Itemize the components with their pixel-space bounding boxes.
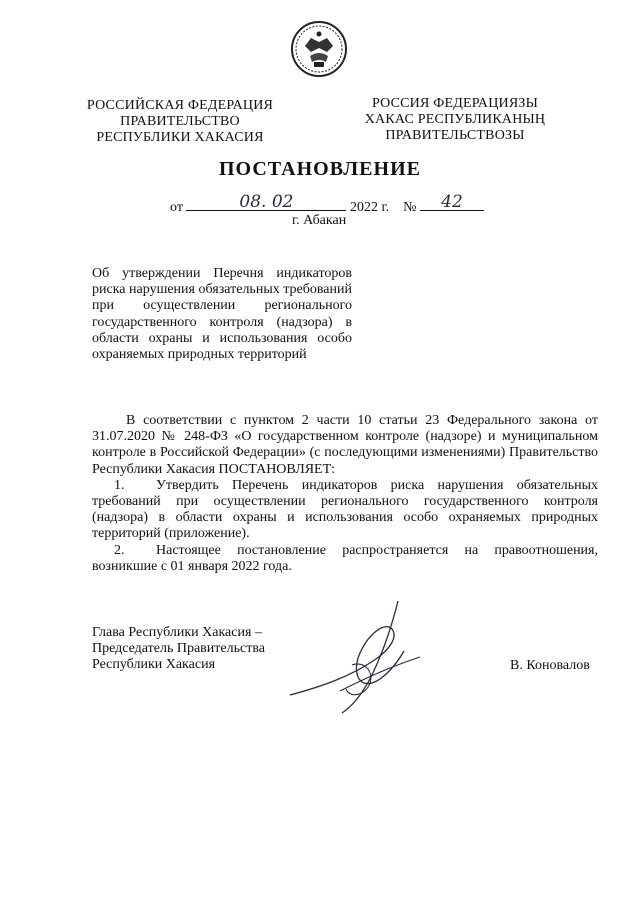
body-item bbox=[92, 478, 598, 543]
header-left-line: РОССИЙСКАЯ ФЕДЕРАЦИЯ bbox=[86, 98, 274, 113]
item-text: Утвердить Перечень индикаторов риска нарушения обязательных требований при осуществлении регионального государственного контроля (надзора) в области охраны и использования особо охраняемых природных территорий (приложение). bbox=[92, 477, 598, 542]
header-right-line: ПРАВИТЕЛЬСТВОЗЫ bbox=[385, 128, 525, 143]
item-number: 2. bbox=[114, 542, 125, 558]
header-left-russian bbox=[80, 98, 280, 146]
body-intro: В соответствии с пунктом 2 части 10 статьи 23 Федерального закона от 31.07.2020 № 248-ФЗ «О государственном контроле (надзоре) и муниципальном контроле в Российской Федерации» (с последующими изменениями) Правительство Республики Хакасия ПОСТАНОВЛЯЕТ: bbox=[92, 413, 598, 477]
signatory-name: В. Коновалов bbox=[510, 658, 590, 673]
item-number: 1. bbox=[114, 477, 125, 493]
header-left-line: РЕСПУБЛИКИ ХАКАСИЯ bbox=[96, 130, 264, 145]
header-right-line: РОССИЯ ФЕДЕРАЦИЯЗЫ bbox=[371, 96, 539, 111]
number-sign: № bbox=[403, 200, 417, 215]
year-label: 2022 г. bbox=[349, 200, 390, 215]
coat-of-arms-icon bbox=[290, 20, 348, 78]
city-label: г. Абакан bbox=[292, 213, 347, 228]
date-field bbox=[186, 192, 346, 212]
handwritten-number: 42 bbox=[441, 192, 463, 212]
number-field bbox=[420, 192, 484, 212]
header-left-line: ПРАВИТЕЛЬСТВО bbox=[120, 114, 240, 129]
signatory-position-line: Председатель Правительства bbox=[92, 641, 265, 657]
subject-text: Об утверждении Перечня индикаторов риска нарушения обязательных требований при осуществлении регионального государственного контроля (надзора) в области охраны и использования особо охраняемых природных территорий bbox=[92, 266, 352, 363]
handwritten-signature bbox=[280, 595, 440, 725]
signatory-position-line: Республики Хакасия bbox=[92, 657, 216, 673]
date-prefix: от bbox=[170, 200, 183, 215]
header-right-line: ХАКАС РЕСПУБЛИКАНЫҢ bbox=[364, 112, 546, 127]
handwritten-date: 08. 02 bbox=[239, 192, 294, 212]
signatory-position-line: Глава Республики Хакасия – bbox=[92, 625, 262, 640]
document-title: ПОСТАНОВЛЕНИЕ bbox=[219, 158, 421, 180]
body-text bbox=[92, 413, 598, 575]
item-text: Настоящее постановление распространяется на правоотношения, возникшие с 01 января 2022 года. bbox=[92, 542, 598, 574]
body-item bbox=[92, 543, 598, 575]
signatory-position bbox=[92, 625, 265, 674]
header-right-khakas bbox=[350, 96, 560, 144]
